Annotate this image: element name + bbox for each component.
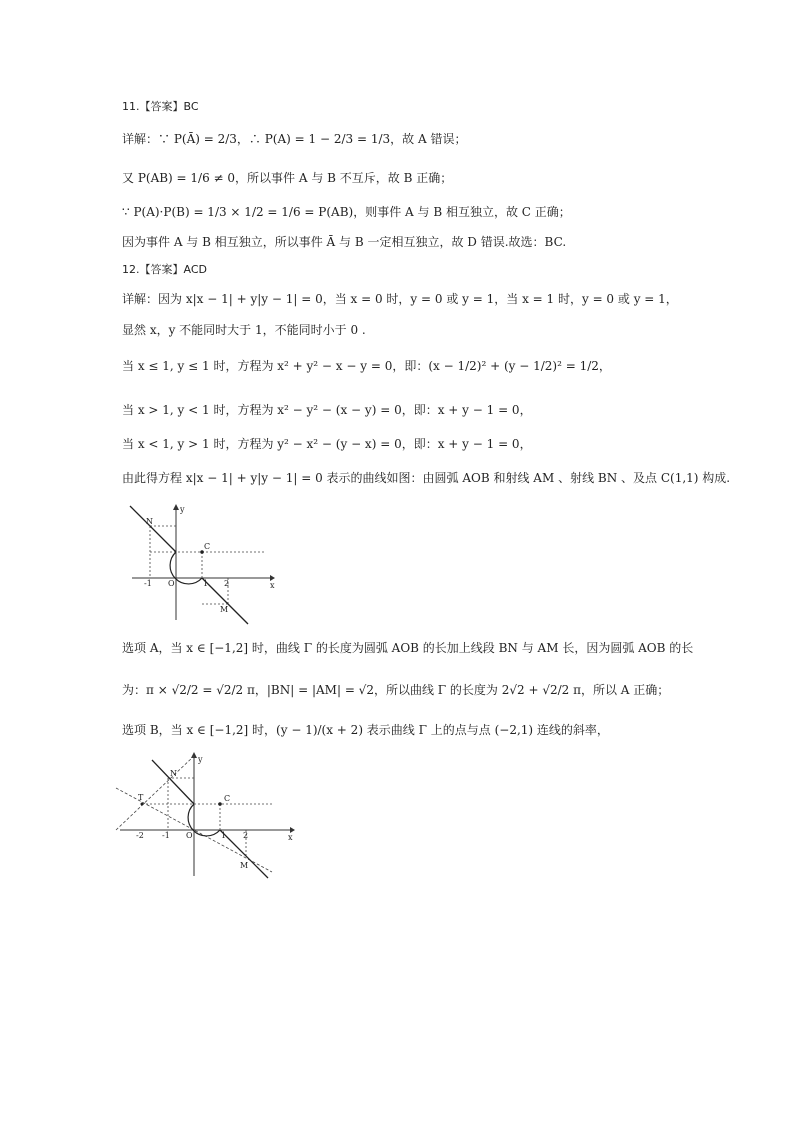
label-y: y <box>180 505 185 514</box>
label-c: C <box>204 542 211 551</box>
q12-line-5: 当 x < 1, y > 1 时，方程为 y² − x² − (y − x) = 0，即：x + y − 1 = 0， <box>122 437 532 451</box>
label-m: M <box>220 605 229 614</box>
q12-line-3: 当 x ≤ 1, y ≤ 1 时，方程为 x² + y² − x − y = 0，即：(x − 1/2)² + (y − 1/2)² = 1/2， <box>122 359 611 373</box>
label-neg2: -2 <box>136 831 144 840</box>
q11-line-4: 因为事件 A 与 B 相互独立，所以事件 Ā 与 B 一定相互独立，故 D 错误.故选：BC. <box>122 235 567 249</box>
q12-header: 12.【答案】ACD <box>122 263 207 276</box>
label-o: O <box>168 579 175 588</box>
label-c: C <box>224 794 231 803</box>
point-t <box>141 803 144 806</box>
label-2: 2 <box>243 831 249 840</box>
q12-line-2: 显然 x，y 不能同时大于 1，不能同时小于 0 . <box>122 323 366 337</box>
y-axis-arrow-icon <box>173 504 179 510</box>
q12-line-8: 为：π × √2/2 = √2/2 π，|BN| = |AM| = √2，所以曲线 Γ 的长度为 2√2 + √2/2 π，所以 A 正确； <box>122 683 670 697</box>
q11-header: 11.【答案】BC <box>122 100 199 113</box>
label-m: M <box>240 861 249 870</box>
ray-bn <box>130 506 176 552</box>
q11-line-2: 又 P(AB) = 1/6 ≠ 0，所以事件 A 与 B 不互斥，故 B 正确； <box>122 171 453 185</box>
q12-line-4: 当 x > 1, y < 1 时，方程为 x² − y² − (x − y) = 0，即：x + y − 1 = 0， <box>122 403 532 417</box>
arc-aob <box>188 804 220 836</box>
label-neg1: -1 <box>162 831 170 840</box>
dashed-line-from-t-upper <box>116 756 194 830</box>
y-axis-arrow-icon <box>191 752 197 758</box>
label-o: O <box>186 831 193 840</box>
label-1: 1 <box>203 579 209 588</box>
q11-line-1: 详解：∵ P(Ā) = 2/3，∴ P(A) = 1 − 2/3 = 1/3，故 A 错误； <box>122 132 467 146</box>
label-n: N <box>170 769 177 778</box>
curve-figure-1 <box>120 500 280 625</box>
label-2: 2 <box>224 579 230 588</box>
label-x: x <box>288 833 293 842</box>
arc-aob <box>170 552 202 584</box>
point-c <box>218 802 222 806</box>
q11-line-3: ∵ P(A)·P(B) = 1/3 × 1/2 = 1/6 = P(AB)，则事件 A 与 B 相互独立，故 C 正确； <box>122 205 571 219</box>
q12-line-6: 由此得方程 x|x − 1| + y|y − 1| = 0 表示的曲线如图：由圆弧 AOB 和射线 AM 、射线 BN 、及点 C(1,1) 构成. <box>122 471 731 485</box>
q12-line-7: 选项 A，当 x ∈ [−1,2] 时，曲线 Γ 的长度为圆弧 AOB 的长加上线段 BN 与 AM 长，因为圆弧 AOB 的长 <box>122 641 694 655</box>
label-y: y <box>198 755 203 764</box>
label-t: T <box>138 793 144 802</box>
label-1: 1 <box>221 831 227 840</box>
q12-line-9: 选项 B，当 x ∈ [−1,2] 时，(y − 1)/(x + 2) 表示曲线 Γ 上的点与点 (−2,1) 连线的斜率， <box>122 723 609 737</box>
label-neg1: -1 <box>144 579 152 588</box>
label-n: N <box>146 517 153 526</box>
curve-figure-2 <box>112 750 302 882</box>
label-x: x <box>270 581 275 590</box>
q12-line-1: 详解：因为 x|x − 1| + y|y − 1| = 0，当 x = 0 时，y = 0 或 y = 1，当 x = 1 时，y = 0 或 y = 1， <box>122 292 678 306</box>
ray-bn <box>152 760 194 804</box>
